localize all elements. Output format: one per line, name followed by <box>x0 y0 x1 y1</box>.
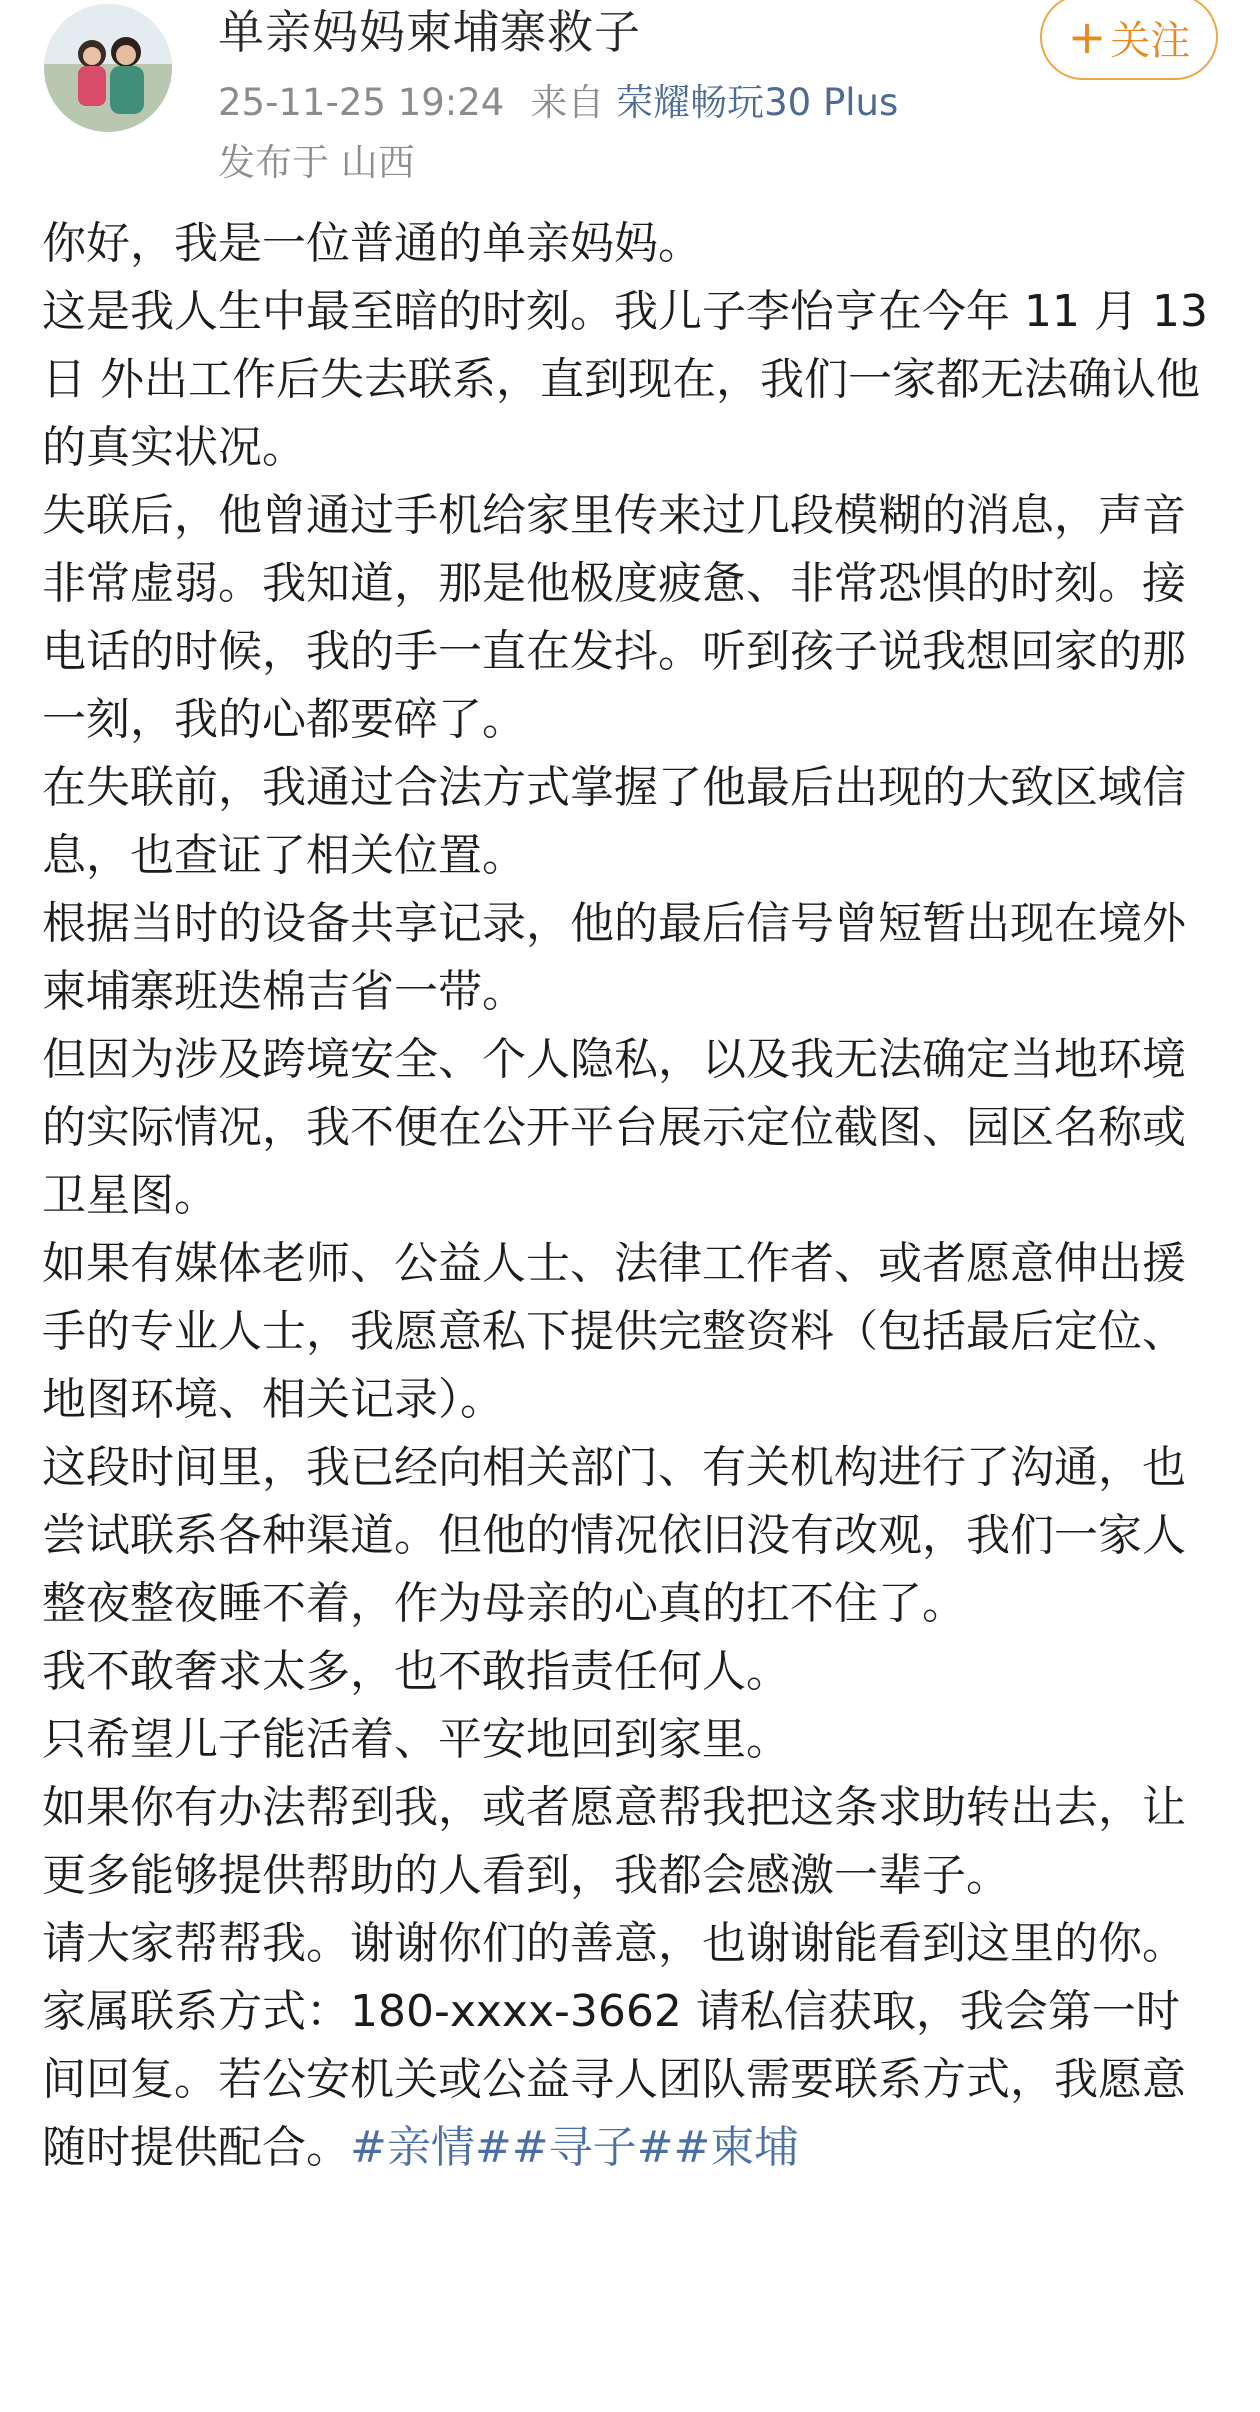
contact-text: 家属联系方式：180-xxxx-3662 请私信获取，我会第一时间回复。若公安机关或公益寻人团队需要联系方式，我愿意随时提供配合。 <box>42 1986 1186 2173</box>
source-prefix: 来自 <box>530 81 605 124</box>
post-location: 发布于 山西 <box>218 141 415 184</box>
follow-button[interactable] <box>1040 0 1218 80</box>
post-paragraph: 如果你有办法帮到我，或者愿意帮我把这条求助转出去，让更多能够提供帮助的人看到，我都会感激一辈子。 <box>42 1782 1186 1901</box>
plus-icon: + <box>1067 10 1107 64</box>
topic-link-jianpu[interactable]: #柬埔 <box>673 2122 799 2173</box>
post-meta <box>218 78 898 128</box>
post-paragraph: 我不敢奢求太多，也不敢指责任何人。 <box>42 1646 790 1697</box>
avatar-photo-icon <box>44 4 172 132</box>
post-paragraph: 根据当时的设备共享记录，他的最后信号曾短暂出现在境外柬埔寨班迭棉吉省一带。 <box>42 898 1186 1017</box>
post-paragraph: 只希望儿子能活着、平安地回到家里。 <box>42 1714 790 1765</box>
post-paragraph: 这段时间里，我已经向相关部门、有关机构进行了沟通，也尝试联系各种渠道。但他的情况依旧没有改观，我们一家人整夜整夜睡不着，作为母亲的心真的扛不住了。 <box>42 1442 1186 1629</box>
follow-label: 关注 <box>1110 17 1191 64</box>
post-paragraph: 但因为涉及跨境安全、个人隐私，以及我无法确定当地环境的实际情况，我不便在公开平台展示定位截图、园区名称或卫星图。 <box>42 1034 1186 1221</box>
post-paragraph: 如果有媒体老师、公益人士、法律工作者、或者愿意伸出援手的专业人士，我愿意私下提供完整资料（包括最后定位、地图环境、相关记录）。 <box>42 1238 1186 1425</box>
post-paragraph: 在失联前，我通过合法方式掌握了他最后出现的大致区域信息，也查证了相关位置。 <box>42 762 1186 881</box>
post-timestamp: 25-11-25 19:24 <box>218 81 505 124</box>
post-paragraph: 你好，我是一位普通的单亲妈妈。 <box>42 218 702 269</box>
post-body <box>42 210 1222 2182</box>
post-paragraph: 这是我人生中最至暗的时刻。我儿子李怡亨在今年 11 月 13日 外出工作后失去联系，直到现在，我们一家都无法确认他的真实状况。 <box>42 286 1208 473</box>
post-header <box>0 0 1260 190</box>
post-paragraph: 失联后，他曾通过手机给家里传来过几段模糊的消息，声音非常虚弱。我知道，那是他极度疲惫、非常恐惧的时刻。接电话的时候，我的手一直在发抖。听到孩子说我想回家的那一刻，我的心都要碎了。 <box>42 490 1186 745</box>
topic-link-xunzi[interactable]: #寻子# <box>511 2122 674 2173</box>
post-paragraph: 请大家帮帮我。谢谢你们的善意，也谢谢能看到这里的你。 <box>42 1918 1186 1969</box>
post-paragraph-contact <box>42 1978 1222 2182</box>
topic-link-qinqing[interactable]: #亲情# <box>350 2122 512 2173</box>
author-name[interactable]: 单亲妈妈柬埔寨救子 <box>218 5 641 59</box>
avatar[interactable] <box>44 4 172 132</box>
device-link[interactable]: 荣耀畅玩30 Plus <box>616 81 899 124</box>
